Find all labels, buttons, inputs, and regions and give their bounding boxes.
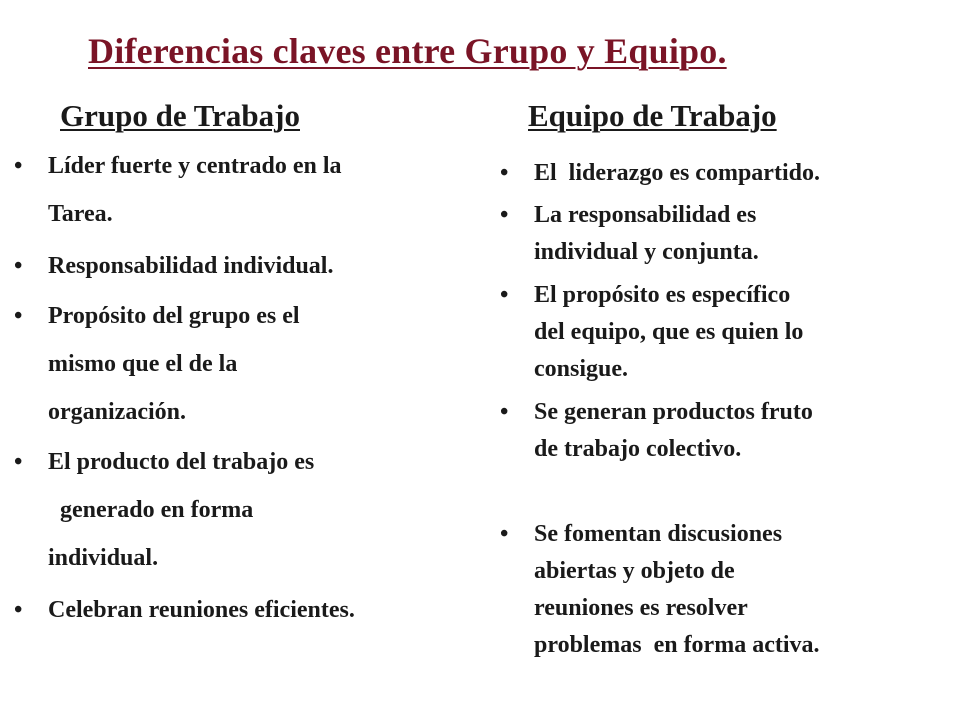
equipo-heading: Equipo de Trabajo [528, 98, 777, 133]
item-line: problemas en forma activa. [534, 632, 820, 658]
grupo-list [14, 142, 464, 634]
item-line: La responsabilidad es [534, 202, 757, 228]
right-list-item [500, 277, 920, 388]
item-line: mismo que el de la [48, 351, 238, 377]
bullet-icon: • [500, 202, 509, 228]
item-line: organización. [48, 399, 186, 425]
item-line: generado en forma [48, 497, 254, 523]
item-line: El producto del trabajo es [48, 449, 315, 475]
left-list-item [14, 142, 464, 238]
item-line: consigue. [534, 356, 629, 382]
item-line: individual y conjunta. [534, 239, 759, 265]
bullet-icon: • [14, 597, 23, 623]
bullet-icon: • [14, 153, 23, 179]
bullet-icon: • [14, 303, 23, 329]
bullet-icon: • [500, 282, 509, 308]
left-list-item [14, 242, 464, 290]
item-line: Celebran reuniones eficientes. [48, 597, 355, 623]
right-list-item [500, 197, 920, 271]
item-line: individual. [48, 545, 159, 571]
item-line: El liderazgo es compartido. [534, 160, 820, 186]
item-line: Líder fuerte y centrado en la [48, 153, 342, 179]
left-list-item [14, 292, 464, 436]
item-line: abiertas y objeto de [534, 558, 735, 584]
left-list-item [14, 438, 464, 582]
slide-title: Diferencias claves entre Grupo y Equipo. [88, 31, 727, 71]
bullet-icon: • [14, 253, 23, 279]
equipo-list [500, 155, 920, 664]
bullet-icon: • [14, 449, 23, 475]
item-line: reuniones es resolver [534, 595, 748, 621]
item-line: de trabajo colectivo. [534, 436, 742, 462]
bullet-icon: • [500, 399, 509, 425]
item-line: El propósito es específico [534, 282, 791, 308]
grupo-heading: Grupo de Trabajo [60, 98, 300, 133]
item-line: Responsabilidad individual. [48, 253, 334, 279]
right-list-item [500, 155, 920, 192]
item-line: Propósito del grupo es el [48, 303, 300, 329]
right-list-item [500, 516, 920, 664]
item-line: Se fomentan discusiones [534, 521, 783, 547]
right-list-item [500, 394, 920, 468]
bullet-icon: • [500, 521, 509, 547]
item-line: Se generan productos fruto [534, 399, 813, 425]
left-list-item [14, 586, 464, 634]
item-line: Tarea. [48, 201, 113, 227]
item-line: del equipo, que es quien lo [534, 319, 804, 345]
bullet-icon: • [500, 160, 509, 186]
